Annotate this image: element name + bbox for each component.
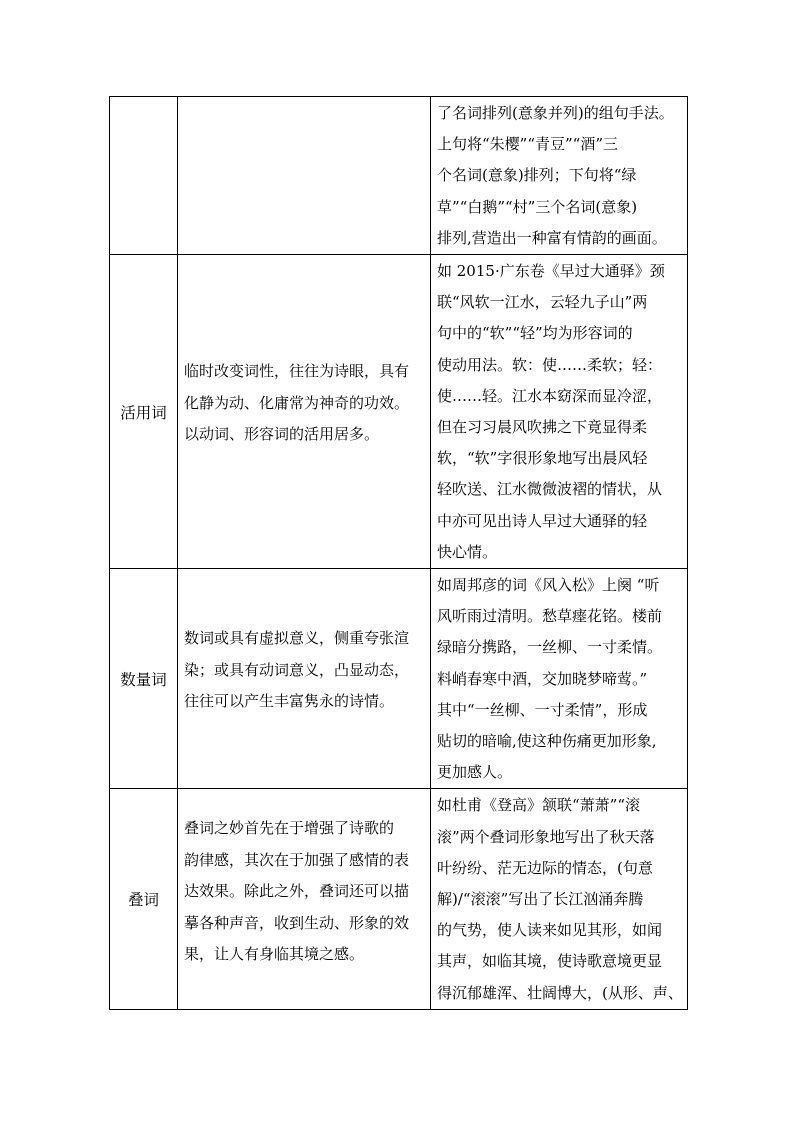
description-line: 摹各种声音，收到生动、形象的效 <box>184 913 410 932</box>
description-line: 临时改变词性，往往为诗眼，具有 <box>184 362 410 381</box>
example-line: 个名词(意象)排列；下句将“绿 <box>437 166 637 185</box>
label-cell <box>110 255 178 569</box>
example-line: 草”“白鹅”“村”三个名词(意象) <box>437 197 638 216</box>
example-line: 滚”两个叠词形象地写出了秋天落 <box>437 827 655 846</box>
example-line: 快心情。 <box>437 542 498 561</box>
description-line: 达效果。除此之外，叠词还可以描 <box>184 882 410 901</box>
example-line: 解)/“滚滚”写出了长江汹涌奔腾 <box>437 890 644 909</box>
example-line: 风听雨过清明。愁草瘗花铭。楼前 <box>437 607 663 626</box>
example-cell <box>431 255 688 569</box>
example-line: 软，“软”字很形象地写出晨风轻 <box>437 449 648 468</box>
example-line: 料峭春寒中酒，交加晓梦啼莺。” <box>437 669 648 688</box>
example-line: 联“风软一江水，云轻九子山”两 <box>437 293 648 312</box>
description-line: 染；或具有动词意义，凸显动态， <box>184 660 410 679</box>
content-table <box>109 96 688 1010</box>
example-line: 的气势，使人读来如见其形，如闻 <box>437 921 663 940</box>
label-cell <box>110 97 178 255</box>
example-line: 上句将“朱樱”“青豆”“酒”三 <box>437 135 619 154</box>
example-line: 排列,营造出一种富有情韵的画面。 <box>437 228 667 247</box>
table-row <box>110 255 688 569</box>
description-line: 以动词、形容词的活用居多。 <box>184 425 380 444</box>
example-line: 叶纷纷、茫无边际的情态，(句意 <box>437 858 653 877</box>
table-row <box>110 569 688 789</box>
example-cell <box>431 789 688 1009</box>
row-label: 活用词 <box>120 403 167 422</box>
example-line: 中亦可见出诗人早过大通驿的轻 <box>437 511 648 530</box>
example-line: 使……轻。江水本窈深而显冷涩， <box>437 386 663 405</box>
example-line: 其中“一丝柳、一寸柔情”，形成 <box>437 700 648 719</box>
example-line: 轻吹送、江水微微波褶的情状，从 <box>437 480 663 499</box>
description-line: 往往可以产生丰富隽永的诗情。 <box>184 692 395 711</box>
example-line: 得沉郁雄浑、壮阔博大，(从形、声、 <box>437 983 683 1002</box>
description-cell <box>178 789 431 1009</box>
description-line: 叠词之妙首先在于增强了诗歌的 <box>184 819 395 838</box>
example-line: 但在习习晨风吹拂之下竟显得柔 <box>437 418 648 437</box>
example-line: 如周邦彦的词《风入松》上阕 “听 <box>437 576 660 595</box>
example-line: 了名词排列(意象并列)的组句手法。 <box>437 104 674 122</box>
example-line: 更加感人。 <box>437 763 513 782</box>
label-cell <box>110 789 178 1009</box>
description-cell <box>178 97 431 255</box>
example-cell <box>431 97 688 255</box>
example-line: 绿暗分携路，一丝柳、一寸柔情。 <box>437 638 663 657</box>
description-line: 果，让人有身临其境之感。 <box>184 945 365 964</box>
row-label: 数量词 <box>120 670 167 689</box>
description-line: 数词或具有虚拟意义，侧重夸张渲 <box>184 629 410 648</box>
example-cell <box>431 569 688 789</box>
label-cell <box>110 569 178 789</box>
table-row <box>110 97 688 255</box>
example-line: 如 2015·广东卷《早过大通驿》颈 <box>437 262 665 281</box>
example-line: 其声，如临其境，使诗歌意境更显 <box>437 952 663 971</box>
row-label: 叠词 <box>127 891 159 910</box>
description-line: 化静为动、化庸常为神奇的功效。 <box>184 393 410 412</box>
example-line: 使动用法。软：使……柔软；轻： <box>437 355 663 374</box>
example-line: 句中的“软”“轻”均为形容词的 <box>437 324 633 343</box>
description-cell <box>178 255 431 569</box>
description-cell <box>178 569 431 789</box>
table-row <box>110 789 688 1009</box>
example-line: 如杜甫《登高》颔联“萧萧”“滚 <box>437 796 641 815</box>
description-line: 韵律感，其次在于加强了感情的表 <box>184 850 410 869</box>
example-line: 贴切的暗喻,使这种伤痛更加形象, <box>437 732 657 751</box>
